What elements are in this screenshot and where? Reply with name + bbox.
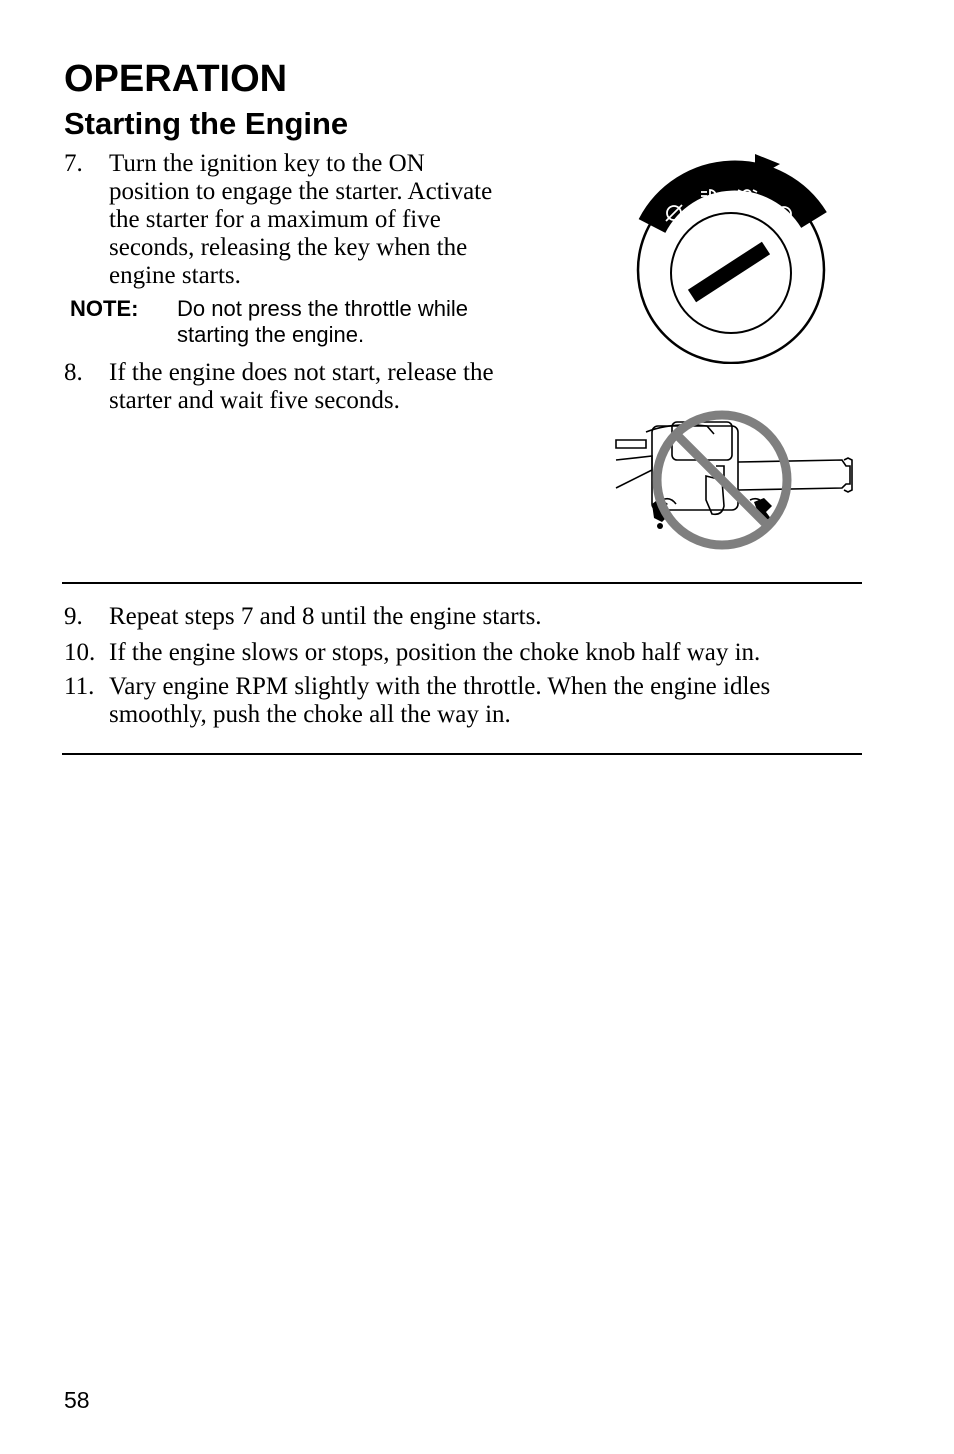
no-throttle-icon xyxy=(612,404,858,556)
step-line: engine starts. xyxy=(109,262,241,289)
step-line: If the engine does not start, release the xyxy=(109,359,494,386)
step-number: 11. xyxy=(64,673,95,700)
step-line: starter and wait five seconds. xyxy=(109,387,400,414)
note-text xyxy=(177,296,537,348)
step-number: 10. xyxy=(64,639,96,666)
step-line: position to engage the starter. Activate xyxy=(109,178,493,205)
step-line: If the engine slows or stops, position the choke knob half way in. xyxy=(109,639,761,666)
section-title: OPERATION xyxy=(64,58,288,100)
note-label: NOTE: xyxy=(70,296,139,321)
step-line: seconds, releasing the key when the xyxy=(109,234,468,261)
section-divider xyxy=(62,582,862,584)
note-line: Do not press the throttle while xyxy=(177,296,469,321)
step-text xyxy=(109,603,542,631)
ignition-key-switch-icon xyxy=(630,148,830,364)
step-line: Vary engine RPM slightly with the throttle. When the engine idles xyxy=(109,673,771,700)
section-divider xyxy=(62,753,862,755)
step-text xyxy=(109,639,760,667)
step-number: 9. xyxy=(64,603,83,630)
step-text xyxy=(109,673,770,729)
step-line: smoothly, push the choke all the way in. xyxy=(109,701,511,728)
step-text xyxy=(109,359,494,415)
step-line: Repeat steps 7 and 8 until the engine starts. xyxy=(109,603,542,630)
step-line: the starter for a maximum of five xyxy=(109,206,441,233)
subsection-title: Starting the Engine xyxy=(64,106,349,141)
step-number: 8. xyxy=(64,359,83,386)
note-line: starting the engine. xyxy=(177,322,365,347)
step-number: 7. xyxy=(64,150,83,177)
step-line: Turn the ignition key to the ON xyxy=(109,150,425,177)
step-text xyxy=(109,150,492,290)
page-number: 58 xyxy=(64,1387,90,1413)
